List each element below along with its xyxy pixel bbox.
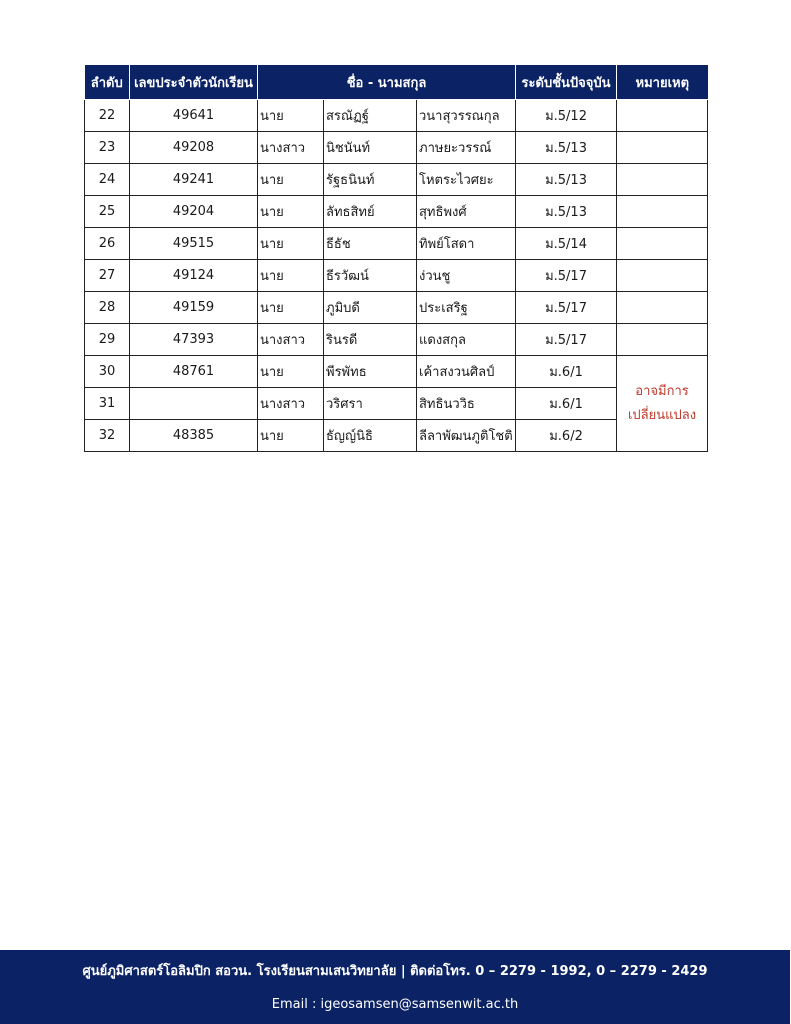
cell-first-name: ธัญญ์นิธิ (324, 420, 417, 452)
cell-last-name: ลีลาพัฒนภูติโชติ (417, 420, 516, 452)
cell-student-id: 48385 (130, 420, 258, 452)
cell-student-id: 49641 (130, 100, 258, 132)
cell-last-name: วนาสุวรรณกุล (417, 100, 516, 132)
table-row (85, 196, 708, 228)
table-header (85, 65, 708, 100)
remark-line-1: อาจมีการ (635, 383, 689, 399)
cell-order: 25 (85, 196, 130, 228)
cell-remark (617, 164, 708, 196)
cell-remark (617, 292, 708, 324)
cell-level: ม.6/2 (516, 420, 617, 452)
cell-last-name: ทิพย์โสดา (417, 228, 516, 260)
cell-remark (617, 228, 708, 260)
cell-title: นาย (258, 100, 324, 132)
cell-student-id: 49124 (130, 260, 258, 292)
cell-last-name: แดงสกุล (417, 324, 516, 356)
table-body (85, 100, 708, 452)
cell-student-id: 49159 (130, 292, 258, 324)
table-row (85, 388, 708, 420)
cell-first-name: ธีธัช (324, 228, 417, 260)
cell-first-name: นิชนันท์ (324, 132, 417, 164)
footer-bar (0, 950, 790, 1024)
cell-title: นางสาว (258, 388, 324, 420)
cell-student-id: 48761 (130, 356, 258, 388)
cell-first-name: ภูมิบดี (324, 292, 417, 324)
student-list-table (84, 65, 708, 452)
cell-level: ม.5/13 (516, 196, 617, 228)
cell-last-name: โหตระไวศยะ (417, 164, 516, 196)
cell-title: นาย (258, 356, 324, 388)
cell-remark (617, 132, 708, 164)
cell-order: 26 (85, 228, 130, 260)
cell-remark (617, 260, 708, 292)
header-name: ชื่อ - นามสกุล (258, 65, 516, 100)
cell-title: นาย (258, 164, 324, 196)
cell-order: 31 (85, 388, 130, 420)
cell-student-id (130, 388, 258, 420)
cell-order: 29 (85, 324, 130, 356)
header-row (85, 65, 708, 100)
cell-title: นาย (258, 228, 324, 260)
cell-first-name: รินรดี (324, 324, 417, 356)
cell-level: ม.5/17 (516, 260, 617, 292)
cell-remark (617, 324, 708, 356)
cell-level: ม.5/14 (516, 228, 617, 260)
cell-first-name: ลัทธสิทย์ (324, 196, 417, 228)
cell-first-name: ธีรวัฒน์ (324, 260, 417, 292)
cell-student-id: 49208 (130, 132, 258, 164)
cell-title: นางสาว (258, 132, 324, 164)
table-row (85, 164, 708, 196)
header-level: ระดับชั้นปัจจุบัน (516, 65, 617, 100)
cell-level: ม.6/1 (516, 388, 617, 420)
header-remark: หมายเหตุ (617, 65, 708, 100)
remark-line-2: เปลี่ยนแปลง (627, 407, 697, 423)
cell-student-id: 49241 (130, 164, 258, 196)
footer-contact-line: ศูนย์ภูมิศาสตร์โอลิมปิก สอวน. โรงเรียนสามเสนวิทยาลัย | ติดต่อโทร. 0 – 2279 - 1992, 0 – 2279 - 2429 (82, 964, 708, 979)
cell-last-name: สุทธิพงศ์ (417, 196, 516, 228)
cell-remark-change-note (617, 356, 708, 452)
header-order: ลำดับ (85, 65, 130, 100)
cell-level: ม.5/17 (516, 292, 617, 324)
cell-first-name: พีรพัทธ (324, 356, 417, 388)
cell-remark (617, 100, 708, 132)
cell-first-name: รัฐธนินท์ (324, 164, 417, 196)
cell-last-name: เค้าสงวนศิลป์ (417, 356, 516, 388)
cell-title: นาย (258, 420, 324, 452)
cell-level: ม.5/12 (516, 100, 617, 132)
table-row (85, 228, 708, 260)
cell-level: ม.6/1 (516, 356, 617, 388)
cell-order: 23 (85, 132, 130, 164)
cell-student-id: 49515 (130, 228, 258, 260)
cell-order: 22 (85, 100, 130, 132)
cell-remark (617, 196, 708, 228)
table-row (85, 100, 708, 132)
cell-last-name: ภาษยะวรรณ์ (417, 132, 516, 164)
table-row (85, 324, 708, 356)
cell-order: 27 (85, 260, 130, 292)
cell-first-name: สรณัฏฐ์ (324, 100, 417, 132)
cell-level: ม.5/13 (516, 164, 617, 196)
cell-student-id: 49204 (130, 196, 258, 228)
cell-title: นาย (258, 196, 324, 228)
cell-last-name: สิทธินววิธ (417, 388, 516, 420)
cell-level: ม.5/17 (516, 324, 617, 356)
table-row (85, 292, 708, 324)
cell-order: 30 (85, 356, 130, 388)
footer-email-line: Email : igeosamsen@samsenwit.ac.th (271, 997, 519, 1012)
cell-title: นางสาว (258, 324, 324, 356)
cell-order: 32 (85, 420, 130, 452)
cell-title: นาย (258, 260, 324, 292)
cell-order: 24 (85, 164, 130, 196)
header-student-id: เลขประจำตัวนักเรียน (130, 65, 258, 100)
table-row (85, 260, 708, 292)
table-row (85, 420, 708, 452)
table-row (85, 132, 708, 164)
table-row (85, 356, 708, 388)
cell-last-name: ประเสริฐ (417, 292, 516, 324)
cell-first-name: วริศรา (324, 388, 417, 420)
cell-student-id: 47393 (130, 324, 258, 356)
cell-level: ม.5/13 (516, 132, 617, 164)
cell-last-name: ง่วนชู (417, 260, 516, 292)
cell-title: นาย (258, 292, 324, 324)
cell-order: 28 (85, 292, 130, 324)
